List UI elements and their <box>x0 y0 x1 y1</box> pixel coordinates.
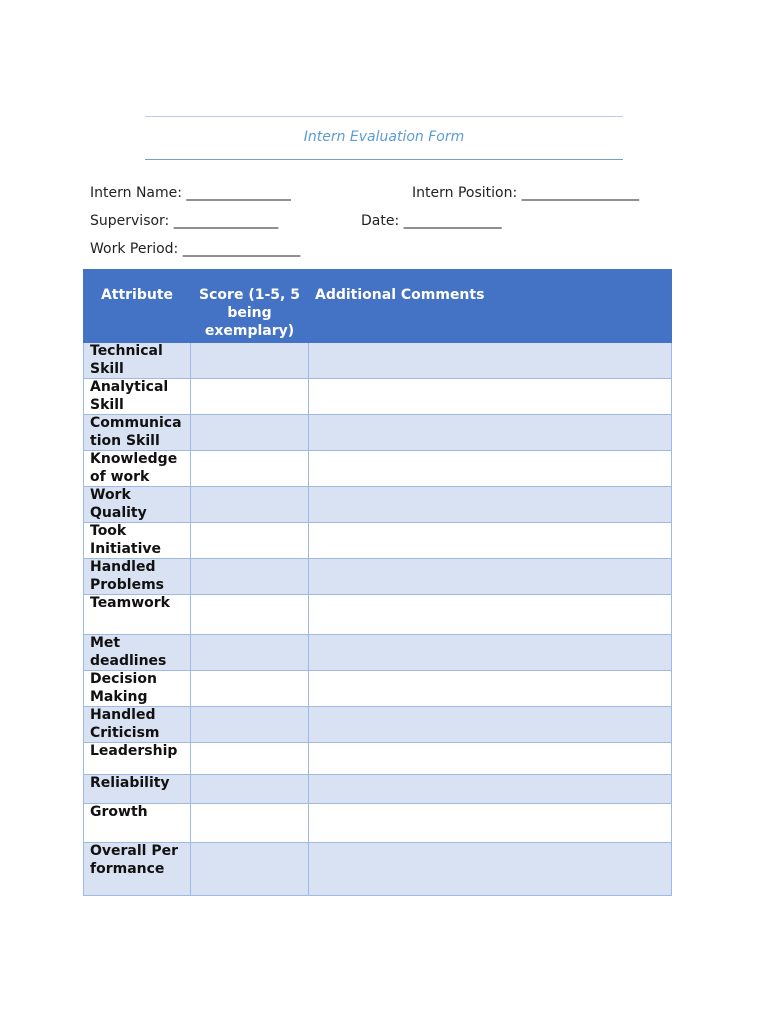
attribute-cell: Communication Skill <box>84 415 191 451</box>
attribute-cell: Knowledge of work <box>84 451 191 487</box>
header-rule-top <box>145 116 623 117</box>
table-row <box>84 487 672 523</box>
header-rule-bottom <box>145 159 623 160</box>
comments-cell[interactable] <box>309 843 672 896</box>
score-cell[interactable] <box>191 843 309 896</box>
comments-cell[interactable] <box>309 379 672 415</box>
intern-name-field <box>90 185 290 201</box>
table-row <box>84 671 672 707</box>
work-period-field <box>90 241 300 257</box>
intern-position-field <box>412 185 639 201</box>
work-period-blank[interactable]: __________________ <box>182 241 300 257</box>
table-header-row <box>84 270 672 343</box>
score-cell[interactable] <box>191 559 309 595</box>
intern-name-label: Intern Name: <box>90 185 182 201</box>
comments-cell[interactable] <box>309 487 672 523</box>
header-comments: Additional Comments <box>309 270 672 343</box>
attribute-cell: Work Quality <box>84 487 191 523</box>
comments-cell[interactable] <box>309 775 672 804</box>
attribute-cell: Analytical Skill <box>84 379 191 415</box>
comments-cell[interactable] <box>309 804 672 843</box>
intern-name-blank[interactable]: ________________ <box>186 185 291 201</box>
comments-cell[interactable] <box>309 451 672 487</box>
table-row <box>84 775 672 804</box>
attribute-cell: Handled Problems <box>84 559 191 595</box>
comments-cell[interactable] <box>309 595 672 635</box>
score-cell[interactable] <box>191 487 309 523</box>
table-row <box>84 451 672 487</box>
score-cell[interactable] <box>191 595 309 635</box>
score-cell[interactable] <box>191 743 309 775</box>
attribute-cell: Took Initiative <box>84 523 191 559</box>
table-row <box>84 523 672 559</box>
table-row <box>84 559 672 595</box>
table-row <box>84 843 672 896</box>
table-row <box>84 804 672 843</box>
score-cell[interactable] <box>191 379 309 415</box>
comments-cell[interactable] <box>309 671 672 707</box>
table-row <box>84 595 672 635</box>
header-attribute: Attribute <box>84 270 191 343</box>
comments-cell[interactable] <box>309 343 672 379</box>
comments-cell[interactable] <box>309 415 672 451</box>
table-row <box>84 707 672 743</box>
comments-cell[interactable] <box>309 635 672 671</box>
score-cell[interactable] <box>191 343 309 379</box>
score-cell[interactable] <box>191 415 309 451</box>
score-cell[interactable] <box>191 523 309 559</box>
attribute-cell: Growth <box>84 804 191 843</box>
evaluation-table <box>83 269 672 896</box>
header-score: Score (1-5, 5 being exemplary) <box>191 270 309 343</box>
supervisor-blank[interactable]: ________________ <box>173 213 278 229</box>
score-cell[interactable] <box>191 671 309 707</box>
table-row <box>84 415 672 451</box>
page-title: Intern Evaluation Form <box>303 129 465 145</box>
supervisor-field <box>90 213 278 229</box>
intern-position-label: Intern Position: <box>412 185 518 201</box>
supervisor-label: Supervisor: <box>90 213 170 229</box>
score-cell[interactable] <box>191 451 309 487</box>
comments-cell[interactable] <box>309 523 672 559</box>
attribute-cell: Technical Skill <box>84 343 191 379</box>
date-label: Date: <box>361 213 400 229</box>
score-cell[interactable] <box>191 635 309 671</box>
attribute-cell: Reliability <box>84 775 191 804</box>
attribute-cell: Teamwork <box>84 595 191 635</box>
comments-cell[interactable] <box>309 559 672 595</box>
attribute-cell: Overall Performance <box>84 843 191 896</box>
score-cell[interactable] <box>191 707 309 743</box>
comments-cell[interactable] <box>309 707 672 743</box>
work-period-label: Work Period: <box>90 241 179 257</box>
form-header <box>145 116 623 160</box>
score-cell[interactable] <box>191 775 309 804</box>
score-cell[interactable] <box>191 804 309 843</box>
attribute-cell: Met deadlines <box>84 635 191 671</box>
date-blank[interactable]: _______________ <box>403 213 502 229</box>
table-row <box>84 343 672 379</box>
table-row <box>84 379 672 415</box>
attribute-cell: Decision Making <box>84 671 191 707</box>
date-field <box>361 213 501 229</box>
attribute-cell: Leadership <box>84 743 191 775</box>
attribute-cell: Handled Criticism <box>84 707 191 743</box>
table-row <box>84 743 672 775</box>
table-row <box>84 635 672 671</box>
comments-cell[interactable] <box>309 743 672 775</box>
intern-position-blank[interactable]: __________________ <box>521 185 639 201</box>
